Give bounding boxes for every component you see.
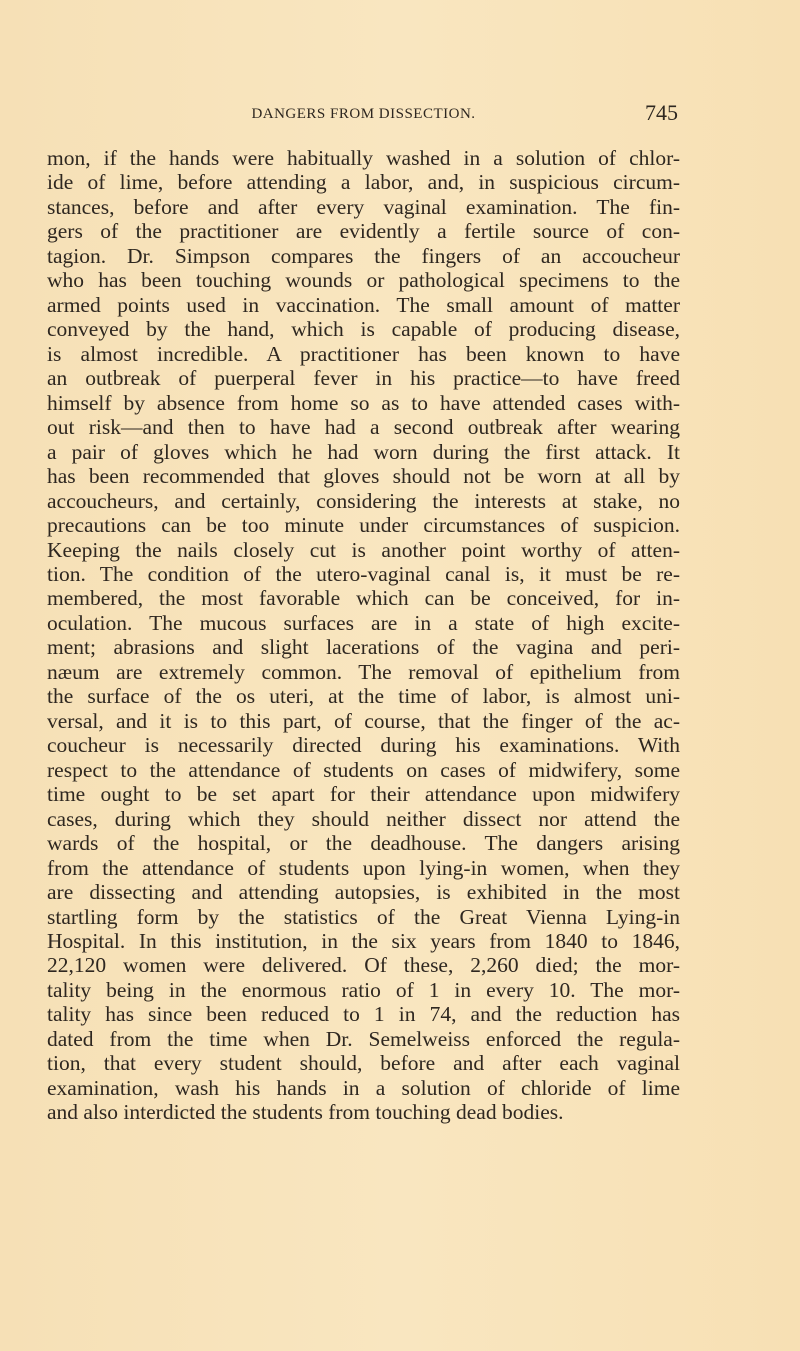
text-line: versal, and it is to this part, of course, that the finger of the ac- [47,708,680,733]
text-line: who has been touching wounds or pathological specimens to the [47,268,680,293]
text-line: conveyed by the hand, which is capable of producing disease, [47,317,680,342]
text-line: mon, if the hands were habitually washed in a solution of chlor- [47,146,680,170]
text-line: tagion. Dr. Simpson compares the fingers of an accoucheur [47,243,680,268]
text-line: 22,120 women were delivered. Of these, 2,260 died; the mor- [47,953,680,978]
text-line: oculation. The mucous surfaces are in a state of high excite- [47,610,680,635]
text-line: precautions can be too minute under circumstances of suspicion. [47,513,680,538]
text-line: has been recommended that gloves should not be worn at all by [47,464,680,489]
text-line: tion. The condition of the utero-vaginal canal is, it must be re- [47,561,680,586]
text-line: næum are extremely common. The removal of epithelium from [47,659,680,684]
text-line: is almost incredible. A practitioner has been known to have [47,341,680,366]
text-line: tality being in the enormous ratio of 1 in every 10. The mor- [47,977,680,1002]
text-line: an outbreak of puerperal fever in his practice—to have freed [47,366,680,391]
page-header [47,100,680,128]
text-line: gers of the practitioner are evidently a fertile source of con- [47,219,680,244]
text-line: ment; abrasions and slight lacerations of the vagina and peri- [47,635,680,660]
text-line: startling form by the statistics of the Great Vienna Lying-in [47,904,680,929]
text-line: Keeping the nails closely cut is another point worthy of atten- [47,537,680,562]
page-number: 745 [645,100,678,125]
text-line: ide of lime, before attending a labor, and, in suspicious circum- [47,170,680,195]
text-line: Hospital. In this institution, in the six years from 1840 to 1846, [47,929,680,953]
text-line: are dissecting and attending autopsies, is exhibited in the most [47,880,680,905]
text-line: the surface of the os uteri, at the time of labor, is almost uni- [47,684,680,709]
body-text [47,146,680,1125]
text-line: stances, before and after every vaginal examination. The fin- [47,194,680,219]
text-line: from the attendance of students upon lying-in women, when they [47,855,680,880]
text-line: accoucheurs, and certainly, considering the interests at stake, no [47,488,680,513]
running-head: DANGERS FROM DISSECTION. [251,106,476,122]
text-line: himself by absence from home so as to have attended cases with- [47,390,680,415]
text-line: dated from the time when Dr. Semelweiss enforced the regula- [47,1026,680,1051]
text-line: out risk—and then to have had a second outbreak after wearing [47,415,680,440]
text-line: armed points used in vaccination. The small amount of matter [47,292,680,317]
text-line: a pair of gloves which he had worn during the first attack. It [47,439,680,464]
text-line: tality has since been reduced to 1 in 74, and the reduction has [47,1002,680,1027]
text-line: time ought to be set apart for their attendance upon midwifery [47,782,680,807]
text-line: wards of the hospital, or the deadhouse. The dangers arising [47,831,680,856]
text-line: coucheur is necessarily directed during his examinations. With [47,733,680,758]
text-line: respect to the attendance of students on cases of midwifery, some [47,757,680,782]
text-line: tion, that every student should, before and after each vaginal [47,1051,680,1076]
text-line: cases, during which they should neither dissect nor attend the [47,806,680,831]
text-line: membered, the most favorable which can be conceived, for in- [47,586,680,611]
text-line: and also interdicted the students from touching dead bodies. [47,1100,564,1125]
text-line: examination, wash his hands in a solution of chloride of lime [47,1075,680,1100]
